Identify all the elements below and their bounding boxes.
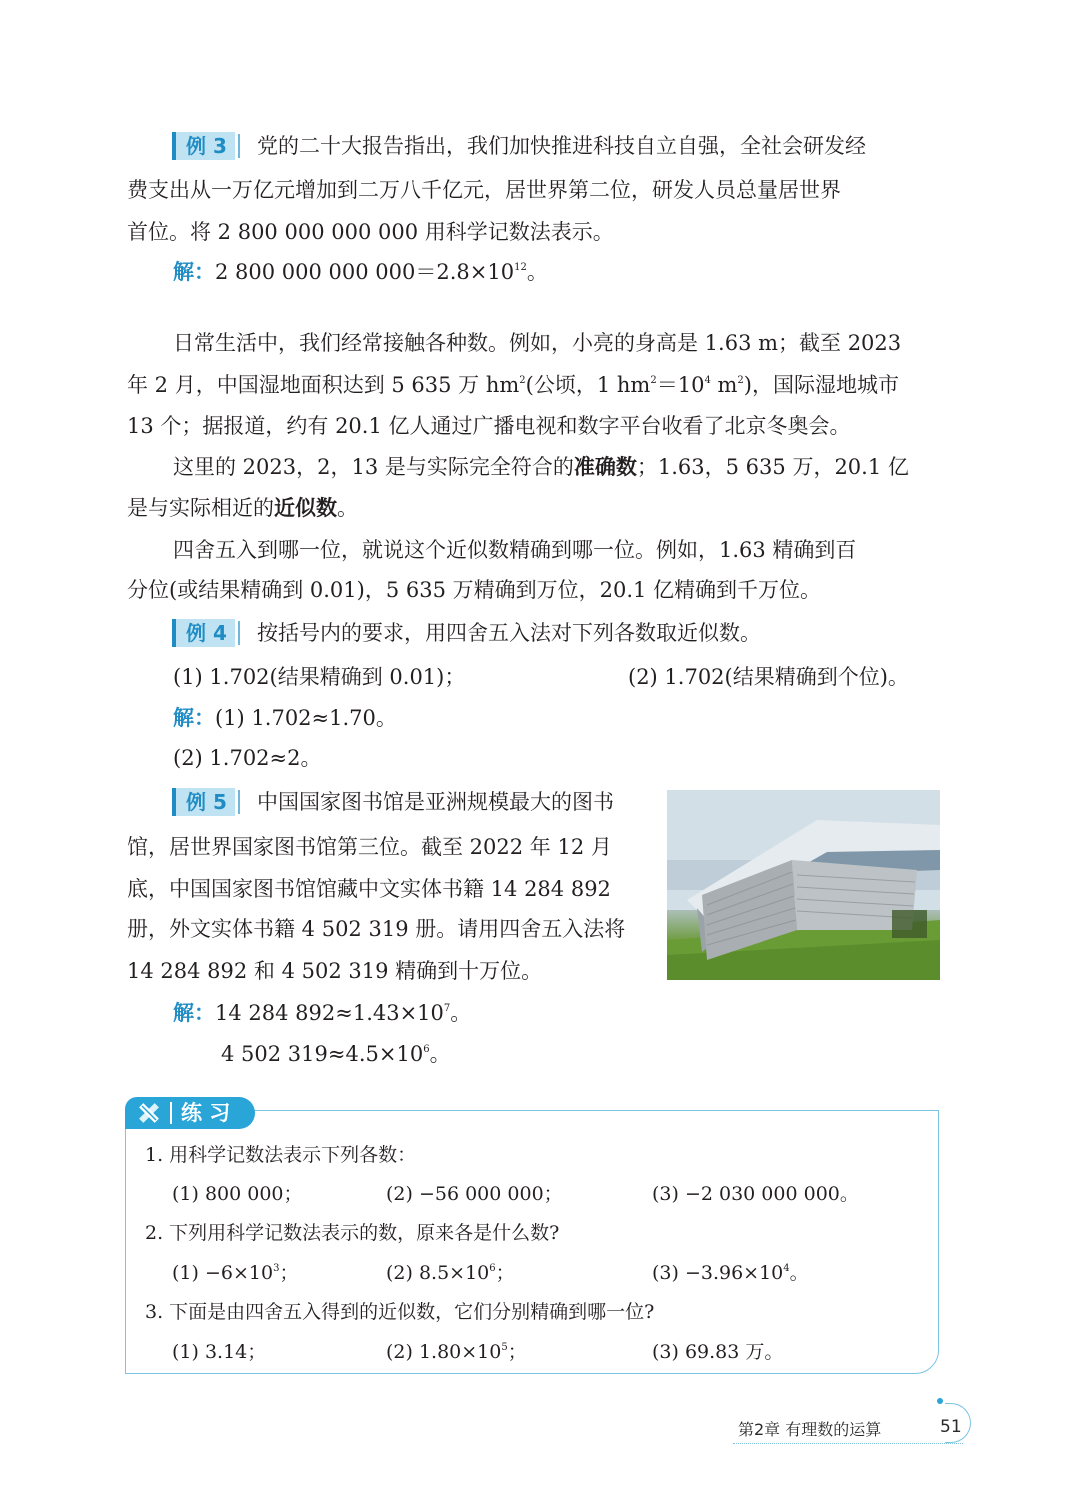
exercise-q1-b: (2) −56 000 000； xyxy=(386,1183,563,1205)
example-3-line-3: 首位。将 2 800 000 000 000 用科学记数法表示。 xyxy=(127,220,614,244)
text-part: ＝10 xyxy=(656,373,705,397)
national-library-photo xyxy=(667,790,940,980)
exponent: 3 xyxy=(273,1263,280,1274)
example-4-solution-2: (2) 1.702≈2。 xyxy=(173,746,322,770)
solution-end: 。 xyxy=(450,1001,472,1025)
example-5-line-3: 底，中国国家图书馆馆藏中文实体书籍 14 284 892 xyxy=(127,877,611,901)
exercise-q2-a xyxy=(172,1259,298,1287)
para-1-line-3: 13 个；据报道，约有 20.1 亿人通过广播电视和数字平台收看了北京冬奥会。 xyxy=(127,414,851,438)
para-2-line-2 xyxy=(127,493,358,523)
example-4-item-1: (1) 1.702(结果精确到 0.01)； xyxy=(173,665,466,689)
exponent: 4 xyxy=(783,1263,790,1274)
solution-label: 解： xyxy=(173,1001,215,1025)
text-part: 年 2 月，中国湿地面积达到 5 635 万 hm xyxy=(127,373,520,397)
exercise-header xyxy=(125,1097,255,1129)
library-building-illustration xyxy=(667,790,940,980)
text-part: 。 xyxy=(789,1262,809,1284)
text-part: 这里的 2023，2，13 是与实际完全符合的 xyxy=(173,455,574,479)
text-part: ； xyxy=(507,1341,527,1363)
solution-text: (1) 1.702≈1.70。 xyxy=(215,706,397,730)
para-2-line-1 xyxy=(173,452,909,482)
text-part: 是与实际相近的 xyxy=(127,496,274,520)
term-accurate-number: 准确数 xyxy=(573,455,637,479)
text-part: (公顷，1 hm xyxy=(525,373,651,397)
exercise-q1-c: (3) −2 030 000 000。 xyxy=(652,1183,859,1205)
exercise-q1-a: (1) 800 000； xyxy=(172,1183,303,1205)
example-5-line-1: 中国国家图书馆是亚洲规模最大的图书 xyxy=(257,790,614,814)
example-4-tag: 例 4 xyxy=(172,619,235,647)
para-1-line-2 xyxy=(127,370,899,400)
text-part: (1) −6×10 xyxy=(172,1262,274,1284)
text-part: (2) 1.80×10 xyxy=(386,1341,502,1363)
exercise-q3-b xyxy=(386,1338,527,1366)
term-approximate-number: 近似数 xyxy=(274,496,337,520)
footer-dot xyxy=(937,1398,943,1404)
exponent: 2 xyxy=(737,375,744,386)
text-part: ； xyxy=(279,1262,299,1284)
exercise-q3: 3. 下面是由四舍五入得到的近似数，它们分别精确到哪一位? xyxy=(145,1301,655,1323)
chapter-title: 第2章 有理数的运算 xyxy=(738,1420,882,1439)
example-5-line-2: 馆，居世界国家图书馆第三位。截至 2022 年 12 月 xyxy=(127,835,612,859)
exponent: 6 xyxy=(489,1263,496,1274)
solution-text: 4 502 319≈4.5×10 xyxy=(221,1042,424,1066)
example-4-item-2: (2) 1.702(结果精确到个位)。 xyxy=(628,665,909,689)
para-3-line-2: 分位(或结果精确到 0.01)，5 635 万精确到万位，20.1 亿精确到千万位。 xyxy=(127,578,822,602)
divider xyxy=(170,1102,172,1124)
example-3-solution xyxy=(173,257,548,287)
example-3-line-1: 党的二十大报告指出，我们加快推进科技自立自强，全社会研发经 xyxy=(257,134,866,158)
example-4-solution-1 xyxy=(173,703,397,733)
text-part: (3) −3.96×10 xyxy=(652,1262,784,1284)
footer-dotted-line xyxy=(733,1443,963,1444)
text-part: )，国际湿地城市 xyxy=(743,373,899,397)
solution-end: 。 xyxy=(526,260,548,284)
exponent: 12 xyxy=(514,262,527,273)
solution-end: 。 xyxy=(429,1042,451,1066)
exercise-q2: 2. 下列用科学记数法表示的数，原来各是什么数? xyxy=(145,1222,560,1244)
para-1-line-1: 日常生活中，我们经常接触各种数。例如，小亮的身高是 1.63 m；截至 2023 xyxy=(173,331,902,355)
exercise-top-border xyxy=(255,1110,939,1111)
exercise-q3-c: (3) 69.83 万。 xyxy=(652,1341,784,1363)
page-number: 51 xyxy=(940,1417,962,1437)
exercise-q2-c xyxy=(652,1259,809,1287)
solution-text: 14 284 892≈1.43×10 xyxy=(215,1001,444,1025)
exercise-q2-b xyxy=(386,1259,515,1287)
exercise-q1: 1. 用科学记数法表示下列各数： xyxy=(145,1144,417,1166)
solution-label: 解： xyxy=(173,260,215,284)
para-3-line-1: 四舍五入到哪一位，就说这个近似数精确到哪一位。例如，1.63 精确到百 xyxy=(173,538,857,562)
example-5-tag: 例 5 xyxy=(172,788,235,816)
exercise-q3-a: (1) 3.14； xyxy=(172,1341,267,1363)
example-3-tag: 例 3 xyxy=(172,132,235,160)
solution-label: 解： xyxy=(173,706,215,730)
example-3-line-2: 费支出从一万亿元增加到二万八千亿元，居世界第二位，研发人员总量居世界 xyxy=(127,178,841,202)
example-4-prompt: 按括号内的要求，用四舍五入法对下列各数取近似数。 xyxy=(257,621,761,645)
solution-text: 2 800 000 000 000＝2.8×10 xyxy=(215,260,515,284)
example-5-solution-2 xyxy=(221,1039,451,1069)
text-part: (2) 8.5×10 xyxy=(386,1262,490,1284)
text-part: m xyxy=(710,373,738,397)
example-5-solution-1 xyxy=(173,998,471,1028)
example-5-line-4: 册，外文实体书籍 4 502 319 册。请用四舍五入法将 xyxy=(127,917,626,941)
exponent: 4 xyxy=(704,375,711,386)
exponent: 6 xyxy=(423,1044,430,1055)
exponent: 2 xyxy=(650,375,657,386)
exponent: 7 xyxy=(443,1003,451,1014)
exercise-title: 练 习 xyxy=(181,1101,231,1125)
text-part: ； xyxy=(495,1262,515,1284)
example-5-line-5: 14 284 892 和 4 502 319 精确到十万位。 xyxy=(127,959,543,983)
exponent: 2 xyxy=(519,375,526,386)
text-part: 。 xyxy=(337,496,358,520)
pencil-ruler-icon xyxy=(135,1100,163,1130)
text-part: ；1.63，5 635 万，20.1 亿 xyxy=(636,455,909,479)
exponent: 5 xyxy=(501,1342,508,1353)
footer-arc xyxy=(945,1403,971,1443)
